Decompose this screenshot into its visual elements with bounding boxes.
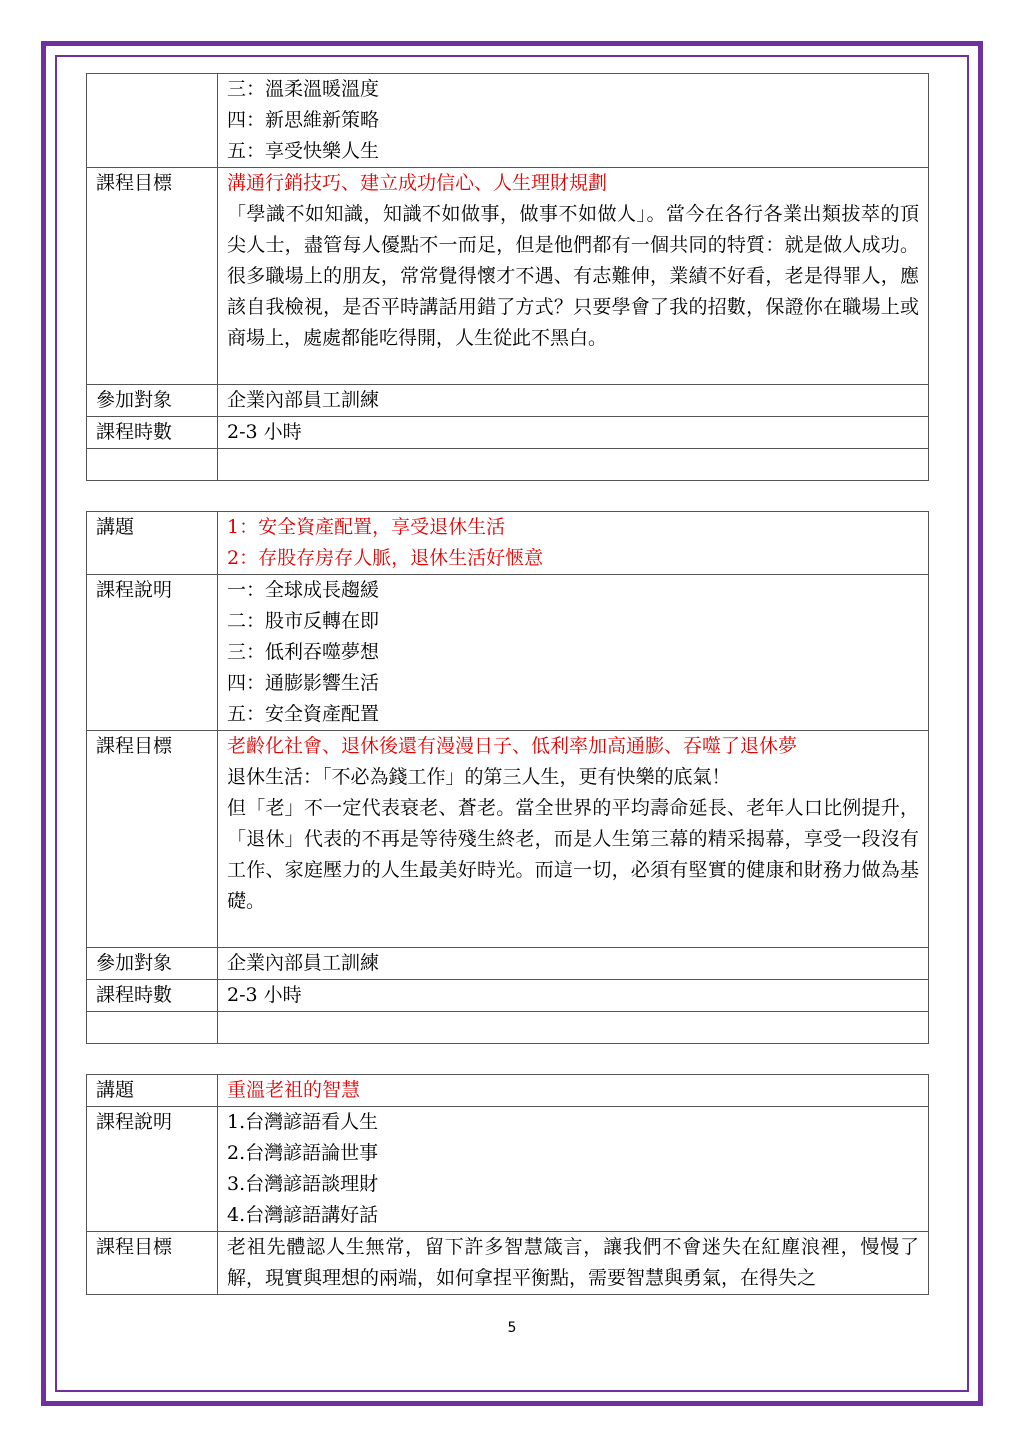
audience-label: 參加對象 xyxy=(87,385,218,417)
outline-cell xyxy=(218,1107,929,1232)
table-row xyxy=(87,512,929,575)
topic-item: 2：存股存房存人脈，退休生活好愜意 xyxy=(227,547,544,569)
outline-item: 五：安全資產配置 xyxy=(227,703,380,725)
table-row xyxy=(87,948,929,980)
course-table-2 xyxy=(86,511,929,1044)
outline-item: 2.台灣諺語論世事 xyxy=(227,1142,379,1164)
outline-label: 課程說明 xyxy=(87,575,218,731)
outline-item: 五：享受快樂人生 xyxy=(227,140,380,162)
outline-item: 一：全球成長趨緩 xyxy=(227,579,380,601)
course-table-3 xyxy=(86,1074,929,1295)
table-row xyxy=(87,980,929,1012)
audience-value: 企業內部員工訓練 xyxy=(218,385,929,417)
outline-item: 1.台灣諺語看人生 xyxy=(227,1111,379,1133)
hours-label: 課程時數 xyxy=(87,980,218,1012)
topic-item: 1：安全資產配置，享受退休生活 xyxy=(227,516,506,538)
outline-cell xyxy=(218,74,929,168)
topic-label: 講題 xyxy=(87,512,218,575)
topic-cell: 重溫老祖的智慧 xyxy=(218,1075,929,1107)
outline-item: 四：通膨影響生活 xyxy=(227,672,380,694)
goal-label: 課程目標 xyxy=(87,731,218,948)
page-number: 5 xyxy=(507,1320,517,1336)
outline-item: 4.台灣諺語講好話 xyxy=(227,1204,379,1226)
goal-cell xyxy=(218,168,929,385)
table-row xyxy=(87,385,929,417)
course-table-1 xyxy=(86,73,929,481)
outline-item: 三：溫柔溫暖溫度 xyxy=(227,78,380,100)
outline-label: 課程說明 xyxy=(87,1107,218,1232)
table-row xyxy=(87,1107,929,1232)
table-row xyxy=(87,417,929,449)
hours-label: 課程時數 xyxy=(87,417,218,449)
table-row xyxy=(87,74,929,168)
table-row xyxy=(87,575,929,731)
goal-cell xyxy=(218,1232,929,1295)
table-row xyxy=(87,731,929,948)
goal-title: 老齡化社會、退休後還有漫漫日子、低利率加高通膨、吞噬了退休夢 xyxy=(227,735,798,757)
topic-cell xyxy=(218,512,929,575)
goal-label: 課程目標 xyxy=(87,168,218,385)
goal-title: 溝通行銷技巧、建立成功信心、人生理財規劃 xyxy=(227,172,608,194)
empty-cell xyxy=(218,1012,929,1044)
audience-label: 參加對象 xyxy=(87,948,218,980)
outline-item: 3.台灣諺語談理財 xyxy=(227,1173,379,1195)
outline-item: 三：低利吞噬夢想 xyxy=(227,641,380,663)
outline-item: 二：股市反轉在即 xyxy=(227,610,380,632)
table-row xyxy=(87,168,929,385)
hours-value: 2-3 小時 xyxy=(218,980,929,1012)
outline-item: 四：新思維新策略 xyxy=(227,109,380,131)
goal-text: 但「老」不一定代表衰老、蒼老。當全世界的平均壽命延長、老年人口比例提升，「退休」代表的不再是等待殘生終老，而是人生第三幕的精采揭幕，享受一段沒有工作、家庭壓力的人生最美好時光。而這一切，必須有堅實的健康和財務力做為基礎。 xyxy=(227,797,919,912)
outline-cell xyxy=(218,575,929,731)
empty-cell xyxy=(87,449,218,481)
goal-text: 「學識不如知識，知識不如做事，做事不如做人」。當今在各行各業出類拔萃的頂尖人士，盡管每人優點不一而足，但是他們都有一個共同的特質：就是做人成功。很多職場上的朋友，常常覺得懷才不遇、有志難伸，業績不好看，老是得罪人，應該自我檢視，是否平時講話用錯了方式？只要學會了我的招數，保證你在職場上或商場上，處處都能吃得開，人生從此不黑白。 xyxy=(227,203,919,349)
table-row xyxy=(87,449,929,481)
empty-cell xyxy=(218,449,929,481)
label-cell xyxy=(87,74,218,168)
table-row xyxy=(87,1232,929,1295)
goal-label: 課程目標 xyxy=(87,1232,218,1295)
goal-text: 退休生活：「不必為錢工作」的第三人生，更有快樂的底氣！ xyxy=(227,766,731,788)
goal-cell xyxy=(218,731,929,948)
topic-label: 講題 xyxy=(87,1075,218,1107)
goal-text: 老祖先體認人生無常，留下許多智慧箴言，讓我們不會迷失在紅塵浪裡，慢慢了解，現實與理想的兩端，如何拿捏平衡點，需要智慧與勇氣，在得失之 xyxy=(227,1236,919,1289)
empty-cell xyxy=(87,1012,218,1044)
audience-value: 企業內部員工訓練 xyxy=(218,948,929,980)
hours-value: 2-3 小時 xyxy=(218,417,929,449)
table-row xyxy=(87,1012,929,1044)
table-row xyxy=(87,1075,929,1107)
